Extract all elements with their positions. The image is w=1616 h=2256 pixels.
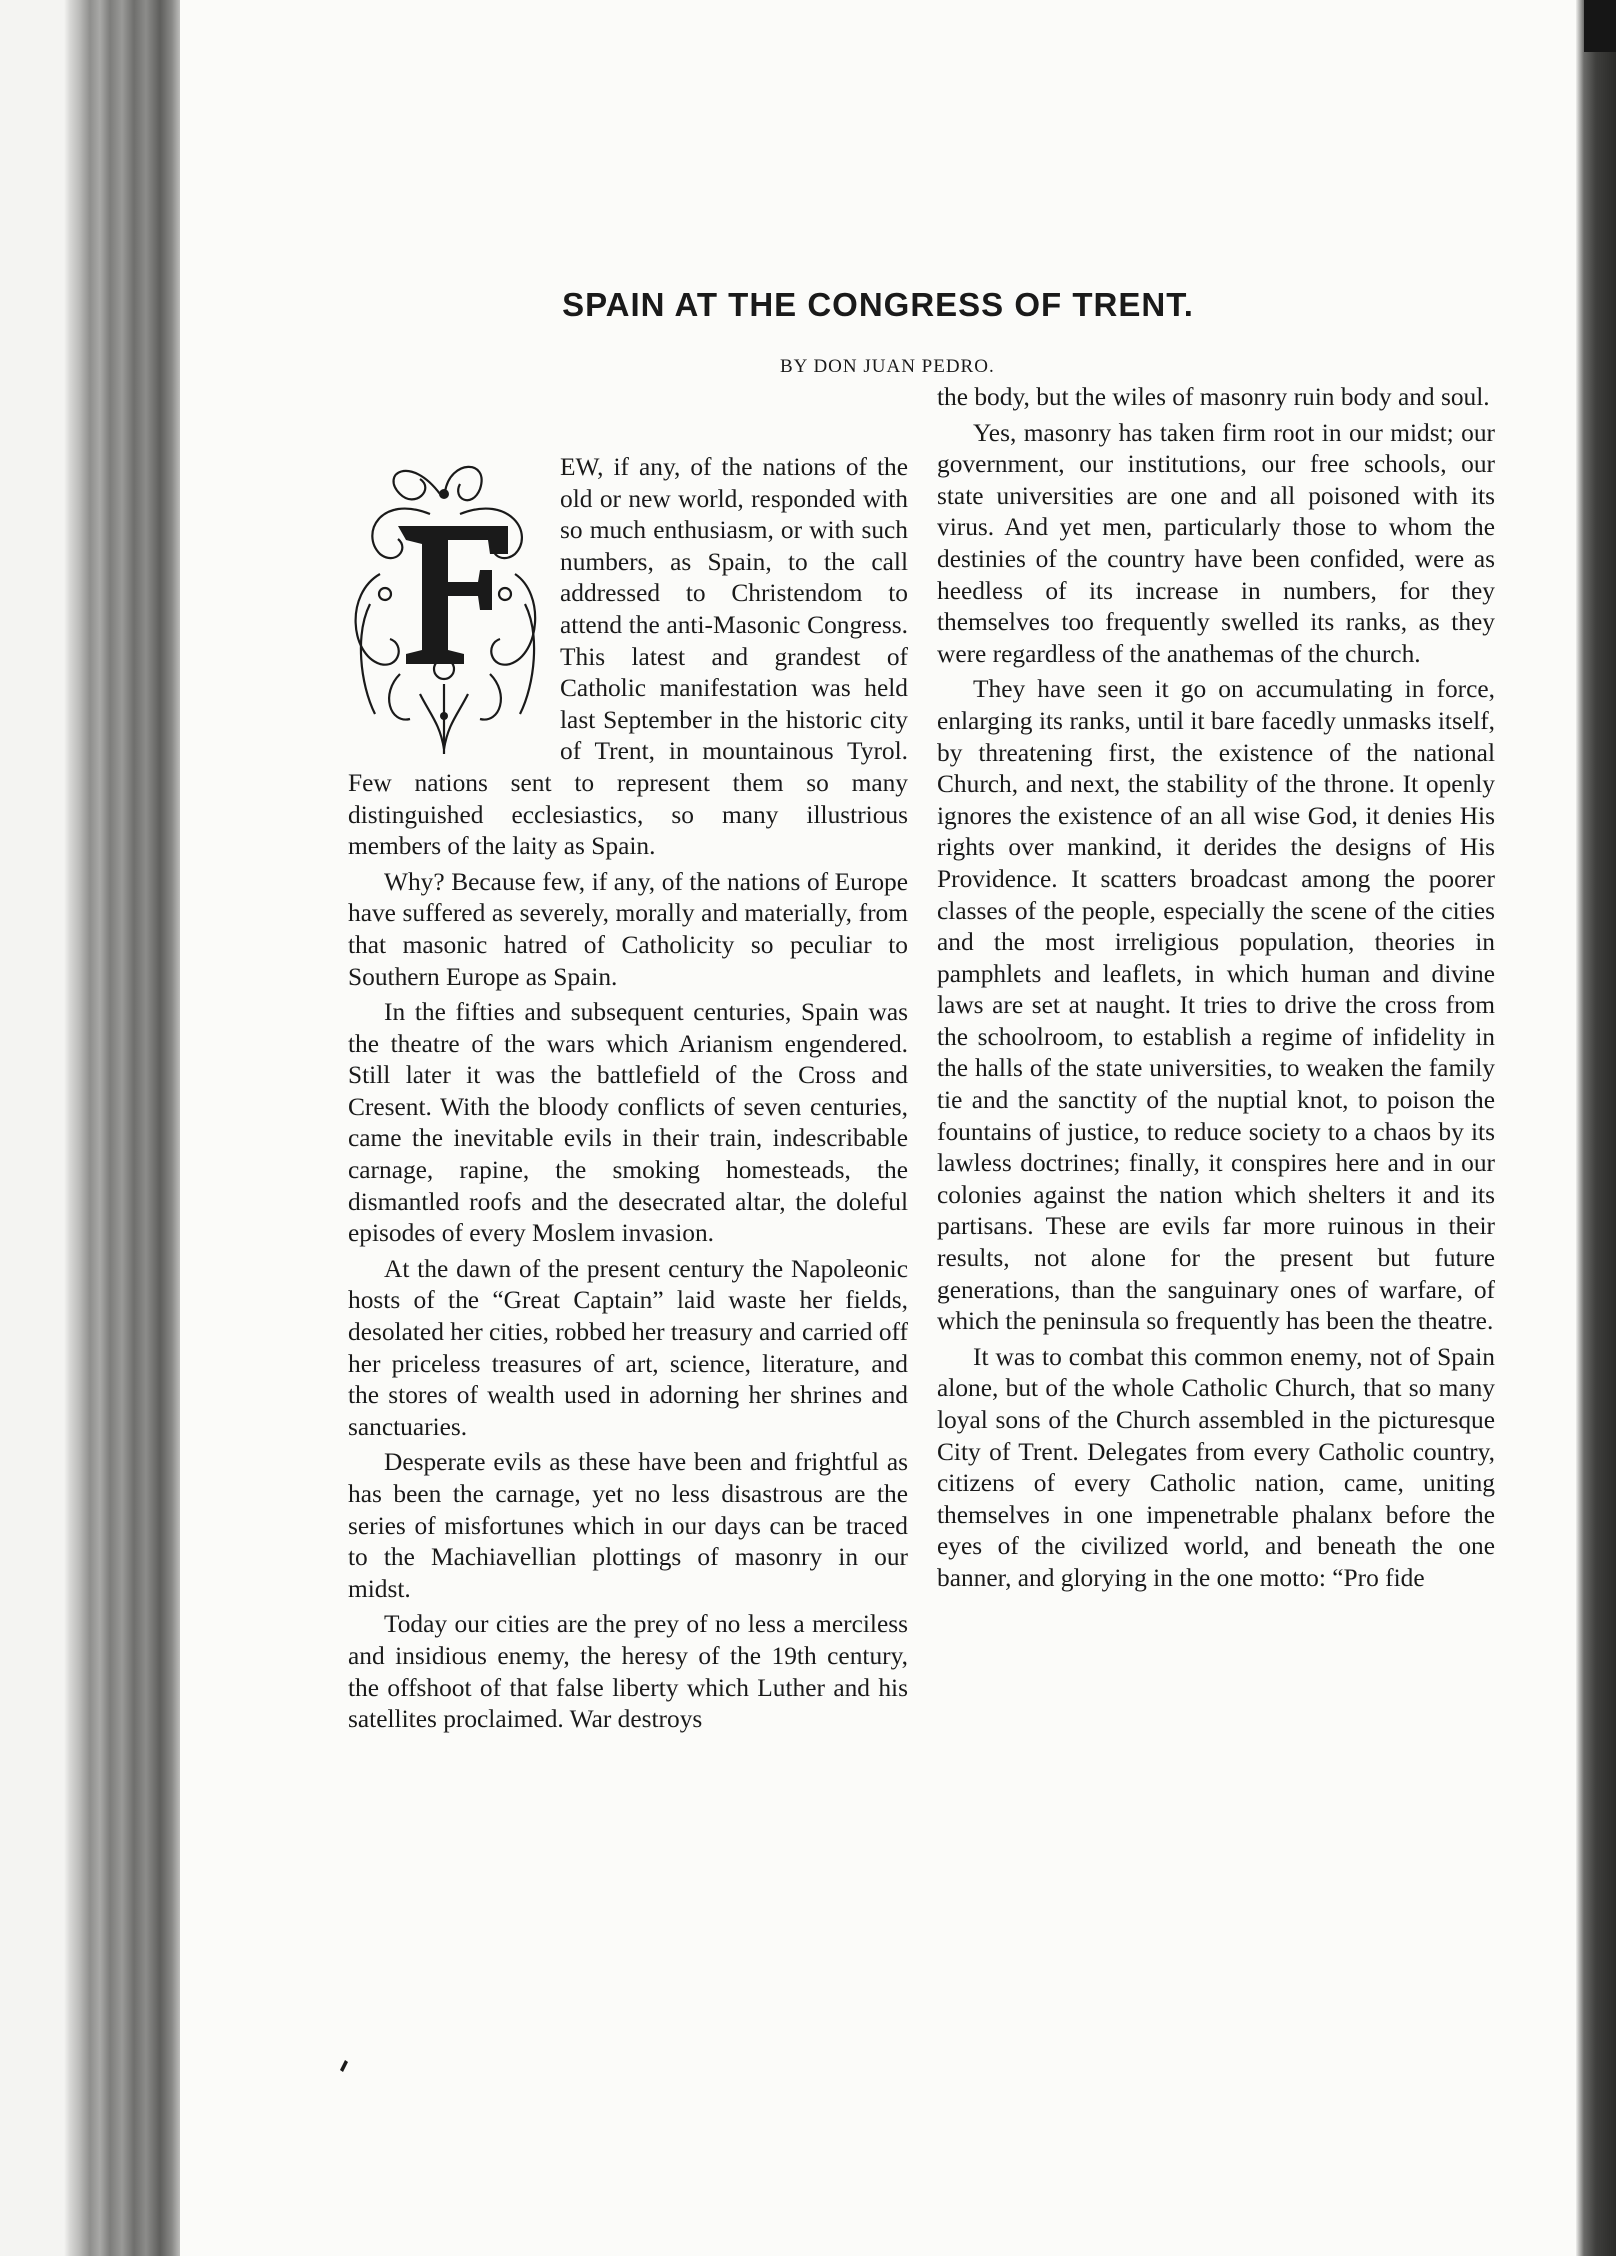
paragraph-1: EW, if any, of the nations of the old or new world, responded with so much enthusiasm, or with such numbers, as Spain, to the call addressed to Christendom to attend the anti-Masonic Congress. This latest and grandest of Catholic manifestation was held last September in the historic city of Trent, in mountainous Tyrol. Few nations sent to represent them so many distinguished ecclesiastics, so many illustrious members of the laity as Spain. bbox=[348, 453, 908, 861]
paragraph-2: Why? Because few, if any, of the nations of Europe have suffered as severely, morally and materially, from that masonic hatred of Catholicity so peculiar to Southern Europe as Spain. bbox=[348, 867, 908, 991]
paragraph-9: It was to combat this common enemy, not of Spain alone, but of the whole Catholic Church, that so many loyal sons of the Church assembled in the picturesque City of Trent. Delegates from every Catholic country, citizens of every Catholic nation, came, uniting themselves in one impenetrable phalanx before the eyes of the civilized world, and beneath the one banner, and glorying in the one motto: “Pro fide bbox=[937, 1342, 1495, 1592]
paragraph-6: Today our cities are the prey of no less a merciless and insidious enemy, the heresy of the 19th century, the offshoot of that false liberty which Luther and his satellites proclaimed. War destroys bbox=[348, 1610, 908, 1734]
book-page bbox=[180, 0, 1576, 2256]
page-right-edge bbox=[1576, 0, 1616, 2256]
ornamental-drop-cap bbox=[340, 454, 548, 754]
article-title: SPAIN AT THE CONGRESS OF TRENT. bbox=[562, 286, 1194, 323]
column-left bbox=[348, 452, 908, 1736]
book-binding-edge bbox=[0, 0, 180, 2256]
paragraph-7: Yes, masonry has taken firm root in our midst; our government, our institutions, our free schools, our state universities are one and all poisoned with its virus. And yet men, particularly those to whom the destinies of the country have been confided, were as heedless of its increase in numbers, for they themselves too frequently swelled its ranks, as they were regardless of the anathemas of the church. bbox=[937, 418, 1495, 668]
paragraph-8: They have seen it go on accumulating in force, enlarging its ranks, until it bare facedly unmasks itself, by threatening first, the existence of the national Church, and next, the stability of the throne. It openly ignores the existence of an all wise God, it denies His rights over mankind, it derides the designs of His Providence. It scatters broadcast among the poorer classes of the people, especially the scene of the cities and the most irreligious population, theories in pamphlets and leaflets, in which human and divine laws are set at naught. It tries to drive the cross from the schoolroom, to establish a regime of infidelity in the halls of the state universities, to weaken the family tie and the sanctity of the nuptial knot, to poison the fountains of justice, to reduce society to a chaos by its lawless doctrines; finally, it conspires here and in our colonies against the nation which shelters it and its partisans. These are evils far more ruinous in their results, not alone for the present but future generations, than the sanguinary ones of warfare, of which the peninsula so frequently has been the theatre. bbox=[937, 675, 1495, 1336]
drop-cap-ornament-icon bbox=[340, 454, 548, 754]
ink-speck-icon bbox=[340, 2060, 348, 2072]
paragraph-continuation: the body, but the wiles of masonry ruin body and soul. bbox=[937, 383, 1490, 411]
paragraph-4: At the dawn of the present century the Napoleonic hosts of the “Great Captain” laid waste her fields, desolated her cities, robbed her treasury and carried off her priceless treasures of art, science, literature, and the stores of wealth used in adorning her shrines and sanctuaries. bbox=[348, 1254, 908, 1441]
column-right bbox=[937, 382, 1495, 1595]
article-byline: BY DON JUAN PEDRO. bbox=[780, 356, 995, 377]
paragraph-3: In the fifties and subsequent centuries, Spain was the theatre of the wars which Arianism engendered. Still later it was the battlefield of the Cross and Cresent. With the bloody conflicts of seven centuries, came the inevitable evils in their train, indescribable carnage, rapine, the smoking homesteads, the dismantled roofs and the desecrated altar, the doleful episodes of every Moslem invasion. bbox=[348, 998, 908, 1248]
paragraph-5: Desperate evils as these have been and frightful as has been the carnage, yet no less disastrous are the series of misfortunes which in our days can be traced to the Machiavellian plottings of masonry in our midst. bbox=[348, 1448, 908, 1603]
